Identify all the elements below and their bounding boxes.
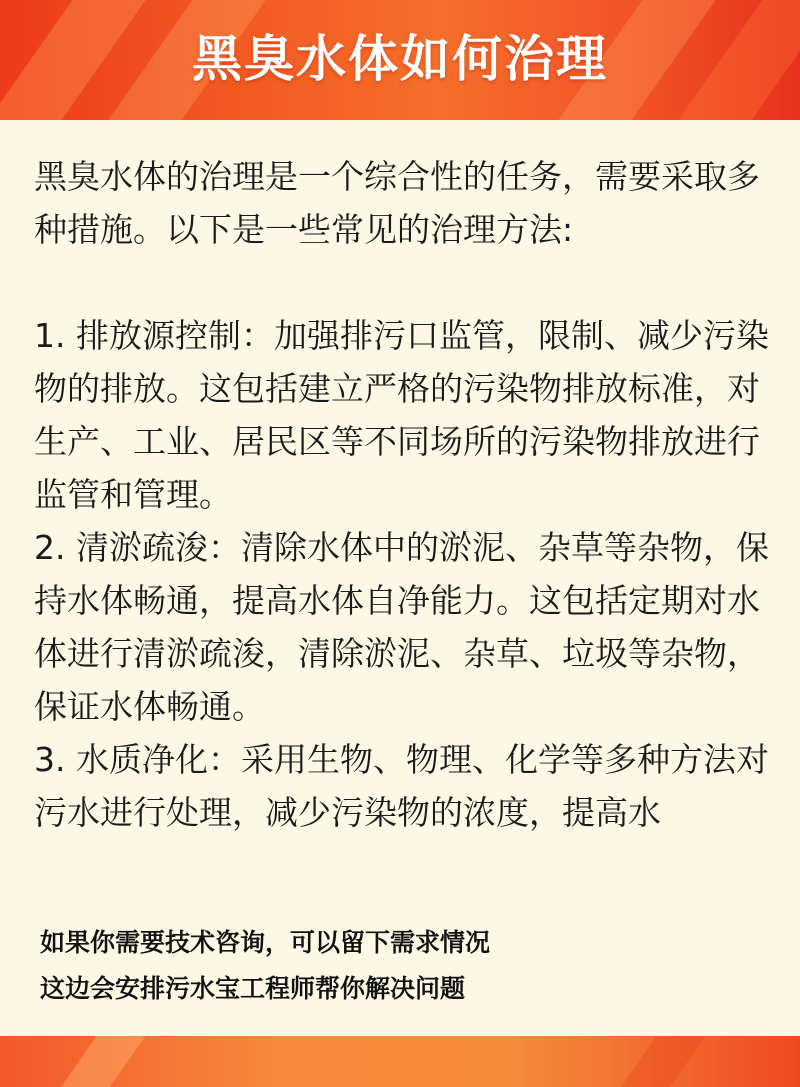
list-item: 3. 水质净化：采用生物、物理、化学等多种方法对污水进行处理，减少污染物的浓度，提高水 [34,740,769,832]
list-item: 1. 排放源控制：加强排污口监管，限制、减少污染物的排放。这包括建立严格的污染物排放标准，对生产、工业、居民区等不同场所的污染物排放进行监管和管理。 [34,316,769,514]
contact-notice [40,920,760,1012]
page-title: 黑臭水体如何治理 [192,30,608,88]
footer-decoration [603,1036,716,1087]
contact-line-2: 这边会安排污水宝工程师帮你解决问题 [40,974,466,1003]
article-body [34,150,770,839]
article-intro: 黑臭水体的治理是一个综合性的任务，需要采取多种措施。以下是一些常见的治理方法: [34,157,760,249]
list-item: 2. 清淤疏浚：清除水体中的淤泥、杂草等杂物，保持水体畅通，提高水体自净能力。这包括定期对水体进行清淤疏浚，清除淤泥、杂草、垃圾等杂物，保证水体畅通。 [34,528,769,726]
footer-banner [0,1036,800,1087]
paragraph-spacer [34,256,770,309]
footer-decoration [43,1036,156,1087]
contact-line-1: 如果你需要技术咨询，可以留下需求情况 [40,928,491,957]
header-banner [0,0,800,120]
